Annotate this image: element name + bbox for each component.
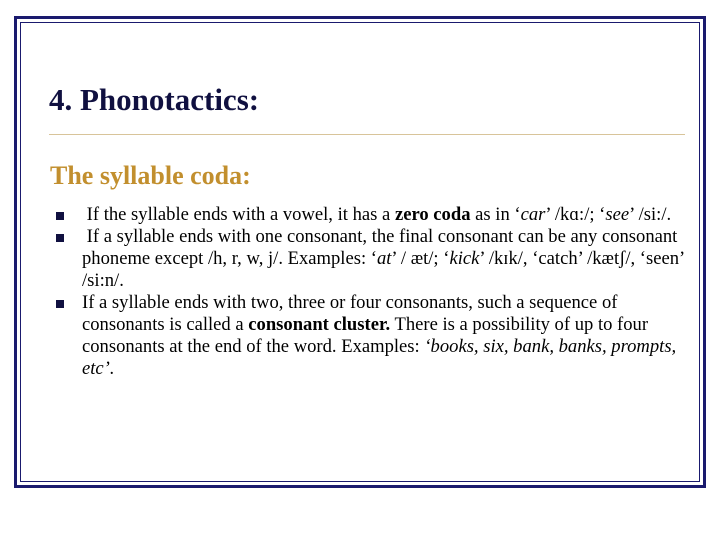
bullet-text-bold: zero coda [394, 204, 471, 225]
bullet-text-italic: at [376, 248, 392, 269]
bullet-text [82, 292, 676, 379]
title-divider [49, 134, 685, 135]
bullet-text-part: ’ /kɑ:/; ‘ [545, 204, 606, 225]
bullet-text-part: If a syllable ends with one consonant, the final consonant can be any consonant phoneme except /h, r, w, j/. Examples: ‘ [82, 226, 683, 269]
bullet-text-part: ’ /si:/. [629, 204, 672, 225]
bullet-text-italic: see [605, 204, 630, 225]
slide-title: 4. Phonotactics: [49, 82, 260, 117]
bullet-item [54, 292, 690, 380]
bullet-text-bold: consonant cluster. [248, 314, 391, 335]
slide-subtitle: The syllable coda: [50, 161, 251, 190]
bullet-text-part: ’ / æt/; ‘ [391, 248, 450, 269]
bullet-text-italic: kick [449, 248, 480, 269]
bullet-item [54, 204, 690, 226]
square-bullet-icon [56, 212, 64, 220]
bullet-text-part: If a syllable ends with two, three or four consonants, such a sequence of consonants is called a [82, 292, 623, 335]
bullet-text-italic: car [520, 204, 546, 225]
bullet-text-part: as in ‘ [470, 204, 521, 225]
square-bullet-icon [56, 234, 64, 242]
bullet-text [82, 226, 688, 291]
bullet-text-italic: ‘books, six, bank, banks, prompts, etc’. [82, 336, 677, 379]
bullet-text-part: There is a possibility of up to four consonants at the end of the word. Examples: [82, 314, 653, 357]
bullet-text-part: ’ /kɪk/, ‘catch’ /kætʃ/, ‘seen’ /si:n/. [82, 248, 689, 291]
bullet-item [54, 226, 690, 292]
bullet-list [54, 204, 690, 380]
square-bullet-icon [56, 300, 64, 308]
bullet-text-part: If the syllable ends with a vowel, it has a [82, 204, 395, 225]
bullet-text [82, 204, 671, 225]
